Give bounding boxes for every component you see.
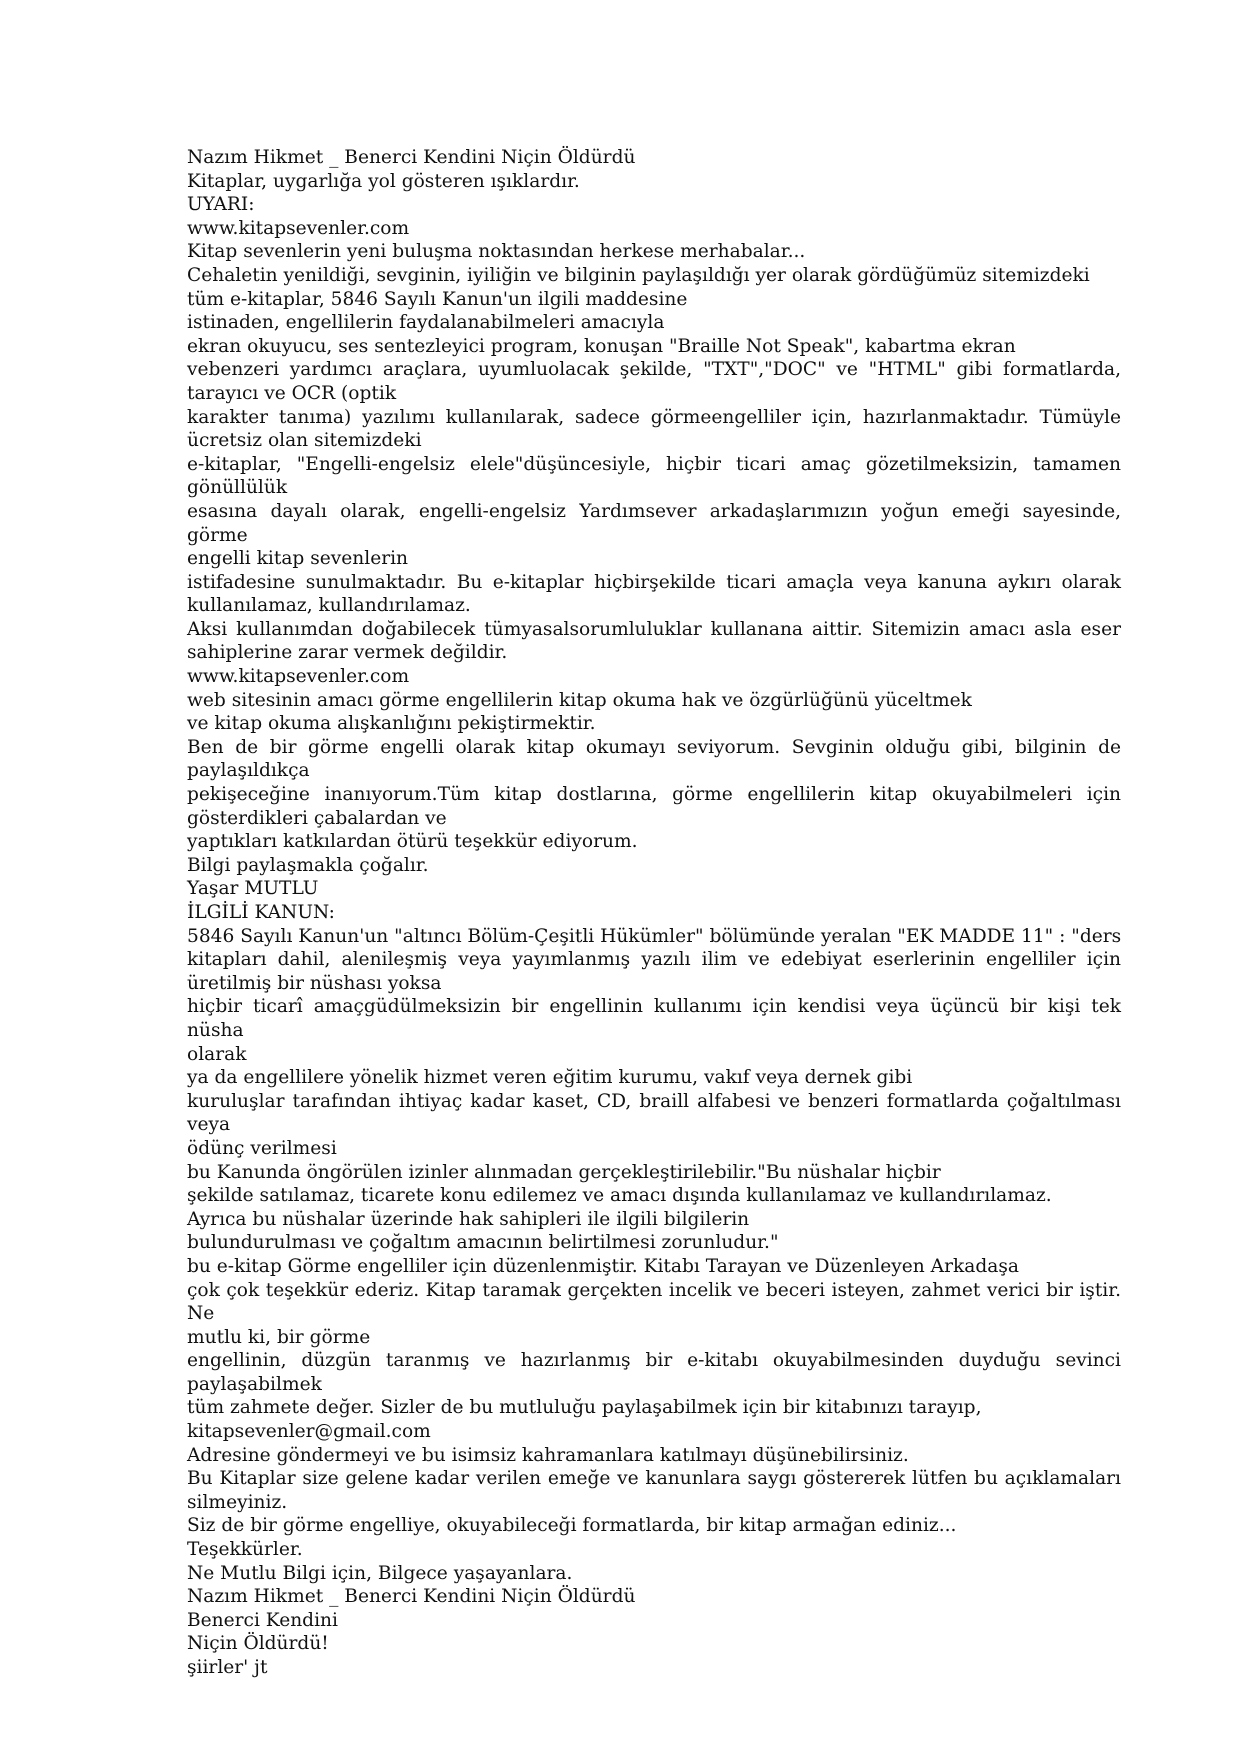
text-line: mutlu ki, bir görme — [187, 1326, 371, 1348]
text-line: bulundurulması ve çoğaltım amacının belirtilmesi zorunludur." — [187, 1232, 779, 1254]
document-body — [187, 146, 1121, 1680]
text-line: Ne Mutlu Bilgi için, Bilgece yaşayanlara. — [187, 1562, 573, 1584]
text-line: bu e-kitap Görme engelliler için düzenlenmiştir. Kitabı Tarayan ve Düzenleyen Arkadaşa — [187, 1255, 1019, 1277]
text-line: Nazım Hikmet _ Benerci Kendini Niçin Öldürdü — [187, 1586, 636, 1608]
text-line: www.kitapsevenler.com — [187, 217, 410, 239]
text-line: Adresine göndermeyi ve bu isimsiz kahramanlara katılmayı düşünebilirsiniz. — [187, 1444, 909, 1466]
text-line: pekişeceğine inanıyorum.Tüm kitap dostlarına, görme engellilerin kitap okuyabilmeleri için — [187, 784, 1121, 806]
text-line: kullanılamaz, kullandırılamaz. — [187, 595, 471, 617]
text-line: ekran okuyucu, ses sentezleyici program, konuşan "Braille Not Speak", kabartma ekran — [187, 335, 1016, 357]
text-line: Niçin Öldürdü! — [187, 1633, 329, 1655]
text-line: kitapları dahil, alenileşmiş veya yayımlanmış yazılı ilim ve edebiyat eserlerinin engelliler için — [187, 949, 1121, 971]
text-line: İLGİLİ KANUN: — [187, 902, 335, 923]
text-line: bu Kanunda öngörülen izinler alınmadan gerçekleştirilebilir."Bu nüshalar hiçbir — [187, 1161, 941, 1183]
text-line: Bu Kitaplar size gelene kadar verilen emeğe ve kanunlara saygı göstererek lütfen bu açıklamaları — [187, 1468, 1121, 1490]
text-line: ya da engellilere yönelik hizmet veren eğitim kurumu, vakıf veya dernek gibi — [187, 1067, 913, 1089]
text-line: esasına dayalı olarak, engelli-engelsiz Yardımsever arkadaşlarımızın yoğun emeği sayesinde, görme — [187, 500, 1121, 546]
text-line: kuruluşlar tarafından ihtiyaç kadar kaset, CD, braill alfabesi ve benzeri formatlarda çoğaltılması veya — [187, 1090, 1121, 1136]
text-line: üretilmiş bir nüshası yoksa — [187, 972, 442, 994]
text-line: ve kitap okuma alışkanlığını pekiştirmektir. — [187, 713, 596, 735]
text-line: Kitaplar, uygarlığa yol gösteren ışıklardır. — [187, 170, 580, 192]
text-line: şekilde satılamaz, ticarete konu edilemez ve amacı dışında kullanılamaz ve kullandırılamaz. — [187, 1185, 1052, 1207]
text-line: ödünç verilmesi — [187, 1137, 337, 1159]
text-line: paylaşıldıkça — [187, 760, 310, 782]
text-line: yaptıkları katkılardan ötürü teşekkür ediyorum. — [187, 831, 638, 853]
text-line: tüm e-kitaplar, 5846 Sayılı Kanun'un ilgili maddesine — [187, 288, 688, 310]
text-line: çok çok teşekkür ederiz. Kitap taramak gerçekten incelik ve beceri isteyen, zahmet verici bir iştir. Ne — [187, 1279, 1121, 1325]
text-line: UYARI: — [187, 194, 255, 216]
text-line: tarayıcı ve OCR (optik — [187, 382, 397, 404]
text-line: web sitesinin amacı görme engellilerin kitap okuma hak ve özgürlüğünü yüceltmek — [187, 689, 972, 711]
text-line: istifadesine sunulmaktadır. Bu e-kitaplar hiçbirşekilde ticari amaçla veya kanuna aykırı olarak — [187, 571, 1121, 593]
text-line: sahiplerine zarar vermek değildir. — [187, 642, 508, 664]
text-line: Teşekkürler. — [187, 1539, 303, 1561]
text-line: e-kitaplar, "Engelli-engelsiz elele"düşüncesiyle, hiçbir ticari amaç gözetilmeksizin, tamamen — [187, 453, 1121, 475]
text-line: Bilgi paylaşmakla çoğalır. — [187, 854, 429, 876]
text-line: kitapsevenler@gmail.com — [187, 1421, 431, 1443]
text-line: engelli kitap sevenlerin — [187, 548, 409, 570]
text-line: paylaşabilmek — [187, 1373, 322, 1395]
text-line: tüm zahmete değer. Sizler de bu mutluluğu paylaşabilmek için bir kitabınızı tarayıp, — [187, 1397, 982, 1419]
text-line: vebenzeri yardımcı araçlara, uyumluolacak şekilde, "TXT","DOC" ve "HTML" gibi formatlarda, — [187, 359, 1121, 381]
text-line: Aksi kullanımdan doğabilecek tümyasalsorumluluklar kullanana aittir. Sitemizin amacı asla eser — [187, 618, 1121, 640]
text-line: karakter tanıma) yazılımı kullanılarak, sadece görmeengelliler için, hazırlanmaktadır. Tümüyle — [187, 406, 1121, 428]
text-line: Ayrıca bu nüshalar üzerinde hak sahipleri ile ilgili bilgilerin — [187, 1208, 750, 1230]
text-line: Ben de bir görme engelli olarak kitap okumayı seviyorum. Sevginin olduğu gibi, bilginin de — [187, 736, 1121, 758]
text-line: 5846 Sayılı Kanun'un "altıncı Bölüm-Çeşitli Hükümler" bölümünde yeralan "EK MADDE 11" : "ders — [187, 925, 1122, 947]
text-line: engellinin, düzgün taranmış ve hazırlanmış bir e-kitabı okuyabilmesinden duyduğu sevinci — [187, 1350, 1121, 1372]
text-line: gösterdikleri çabalardan ve — [187, 807, 447, 829]
text-line: hiçbir ticarî amaçgüdülmeksizin bir engellinin kullanımı için kendisi veya üçüncü bir kişi tek nüsha — [187, 996, 1121, 1041]
text-line: Siz de bir görme engelliye, okuyabileceği formatlarda, bir kitap armağan ediniz... — [187, 1515, 957, 1537]
text-line: silmeyiniz. — [187, 1491, 288, 1513]
text-line: olarak — [187, 1043, 247, 1065]
text-line: Nazım Hikmet _ Benerci Kendini Niçin Öldürdü — [187, 147, 636, 168]
text-line: şiirler' jt — [187, 1657, 268, 1678]
text-line: ücretsiz olan sitemizdeki — [187, 430, 422, 452]
text-line: istinaden, engellilerin faydalanabilmeleri amacıyla — [187, 312, 665, 334]
text-line: Kitap sevenlerin yeni buluşma noktasından herkese merhabalar... — [187, 241, 806, 263]
text-line: www.kitapsevenler.com — [187, 666, 410, 688]
text-line: Yaşar MUTLU — [187, 878, 319, 900]
text-line: Benerci Kendini — [187, 1609, 338, 1631]
text-line: gönüllülük — [187, 477, 288, 499]
text-line: Cehaletin yenildiği, sevginin, iyiliğin ve bilginin paylaşıldığı yer olarak gördüğümüz sitemizdeki — [187, 264, 1090, 286]
